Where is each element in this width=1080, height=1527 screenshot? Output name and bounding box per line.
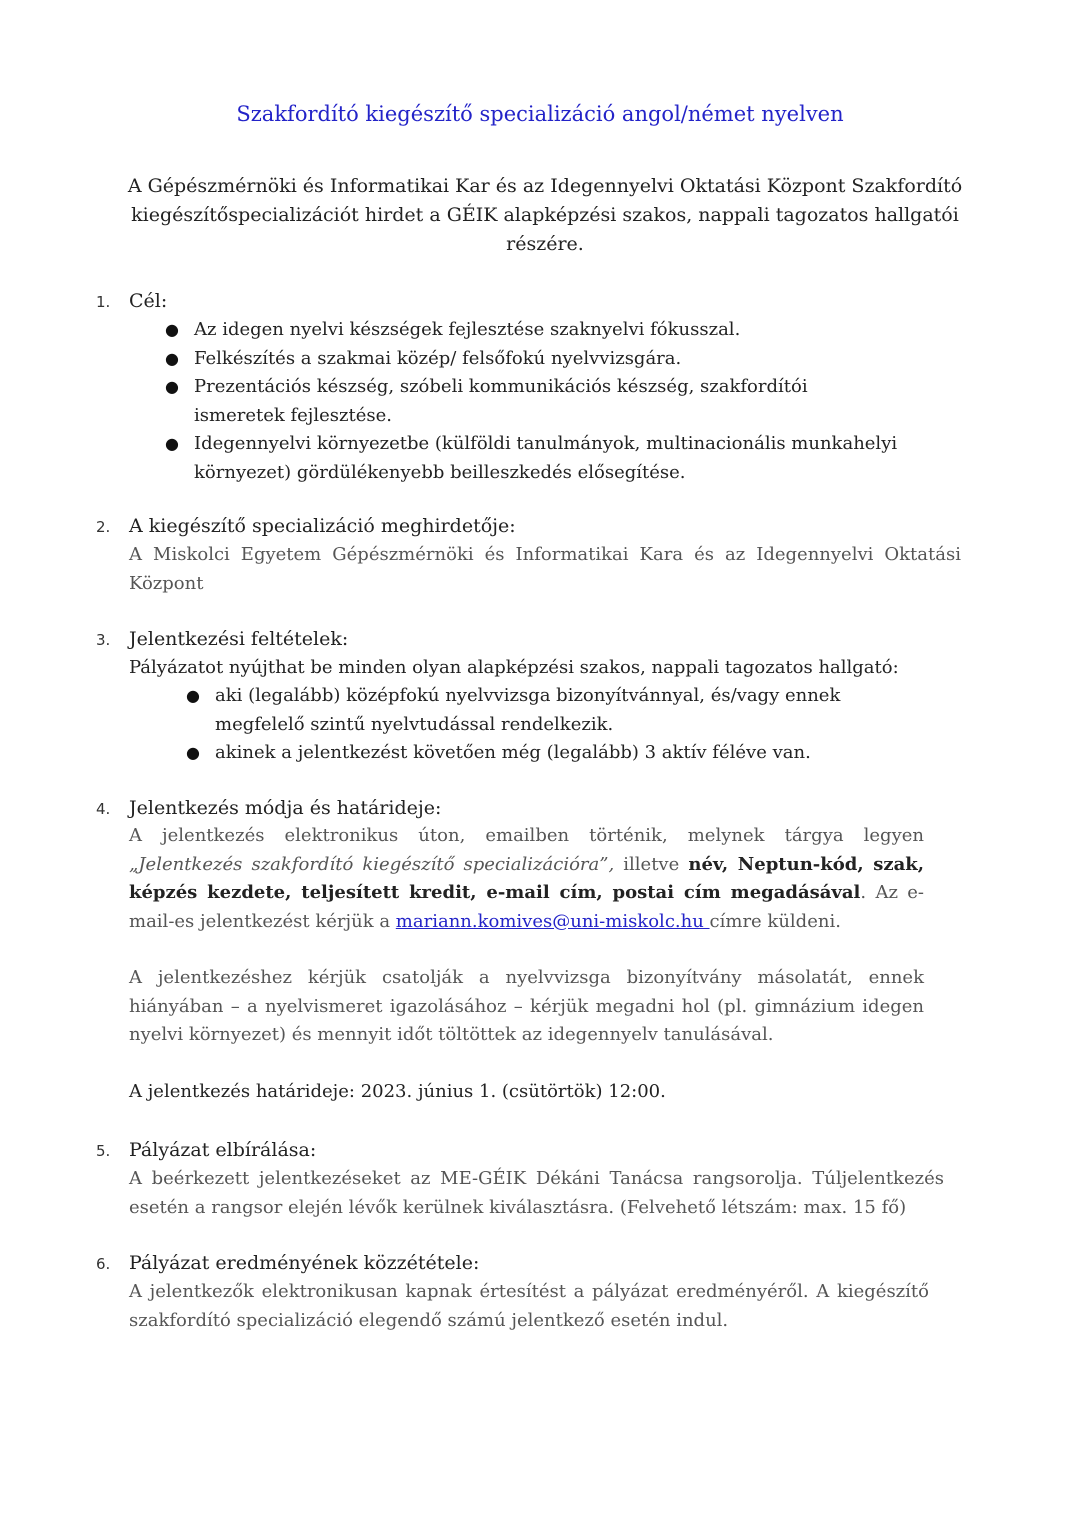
bullet-icon: ● (186, 686, 200, 705)
list-item: ● Idegennyelvi környezetbe (külföldi tanulmányok, multinacionális munkahelyi környezet) gördülékenyebb beilleszkedés elősegítése. (194, 430, 964, 487)
section-1-list (165, 316, 964, 487)
bullet-icon: ● (186, 743, 200, 762)
section-2-text: A Miskolci Egyetem Gépészmérnöki és Informatikai Kara és az Idegennyelvi Oktatási Központ (129, 544, 961, 594)
document-title: Szakfordító kiegészítő specializáció angol/német nyelven (236, 102, 844, 126)
list-item: ● Felkészítés a szakmai közép/ felsőfokú nyelvvizsgára. (194, 345, 964, 374)
section-3-text: Pályázatot nyújthat be minden olyan alapképzési szakos, nappali tagozatos hallgató: (129, 657, 899, 678)
section-4-number: 4. (96, 800, 111, 818)
section-1-heading: Cél: (129, 290, 168, 312)
section-1-number: 1. (96, 293, 111, 311)
section-4-heading: Jelentkezés módja és határideje: (129, 797, 442, 819)
list-item: ● Prezentációs készség, szóbeli kommunikációs készség, szakfordítói ismeretek fejlesztése. (194, 373, 874, 430)
section-6-text: A jelentkezők elektronikusan kapnak értesítést a pályázat eredményéről. A kiegészítő szakfordító specializáció elegendő számú jelentkező esetén indul. (129, 1281, 929, 1331)
section-4-paragraph-1: A jelentkezés elektronikus úton, emailben történik, melynek tárgya legyen „Jelentkezés szakfordító kiegészítő specializációra”, illetve név, Neptun-kód, szak, képzés kezdete, teljesített kredit, e-mail cím, postai cím megadásával. Az e-mail-es jelentkezést kérjük a mariann.komives@uni-miskolc.hu címre küldeni. (129, 825, 924, 932)
section-3-number: 3. (96, 631, 111, 649)
list-item: ● akinek a jelentkezést követően még (legalább) 3 aktív féléve van. (215, 739, 915, 768)
section-4-deadline: A jelentkezés határideje: 2023. június 1. (csütörtök) 12:00. (129, 1081, 666, 1102)
list-item: ● aki (legalább) középfokú nyelvvizsga bizonyítvánnyal, és/vagy ennek megfelelő szintű nyelvtudással rendelkezik. (215, 682, 915, 739)
section-6-number: 6. (96, 1255, 111, 1273)
bullet-icon: ● (165, 434, 179, 453)
section-6-heading: Pályázat eredményének közzététele: (129, 1252, 480, 1274)
section-3-list (186, 682, 915, 768)
intro-paragraph: A Gépészmérnöki és Informatikai Kar és az Idegennyelvi Oktatási Központ Szakfordító kiegészítőspecializációt hirdet a GÉIK alapképzési szakos, nappali tagozatos hallgatói részére. (127, 175, 963, 255)
section-5-heading: Pályázat elbírálása: (129, 1139, 317, 1161)
list-item: ● Az idegen nyelvi készségek fejlesztése szaknyelvi fókusszal. (194, 316, 964, 345)
bullet-icon: ● (165, 377, 179, 396)
section-2-heading: A kiegészítő specializáció meghirdetője: (129, 515, 516, 537)
bullet-icon: ● (165, 348, 179, 368)
section-5-text: A beérkezett jelentkezéseket az ME-GÉIK Dékáni Tanácsa rangsorolja. Túljelentkezés esetén a rangsor elején lévők kerülnek kiválasztásra. (Felvehető létszám: max. 15 fő) (129, 1168, 944, 1218)
section-2-number: 2. (96, 518, 111, 536)
email-link[interactable]: mariann.komives@uni-miskolc.hu (395, 910, 710, 932)
section-5-number: 5. (96, 1142, 111, 1160)
section-4-paragraph-2: A jelentkezéshez kérjük csatolják a nyelvvizsga bizonyítvány másolatát, ennek hiányában – a nyelvismeret igazolásához – kérjük megadni hol (pl. gimnázium idegen nyelvi környezet) és mennyit időt töltöttek az idegennyelv tanulásával. (129, 967, 924, 1045)
section-3-heading: Jelentkezési feltételek: (129, 628, 349, 650)
bullet-icon: ● (165, 320, 179, 339)
